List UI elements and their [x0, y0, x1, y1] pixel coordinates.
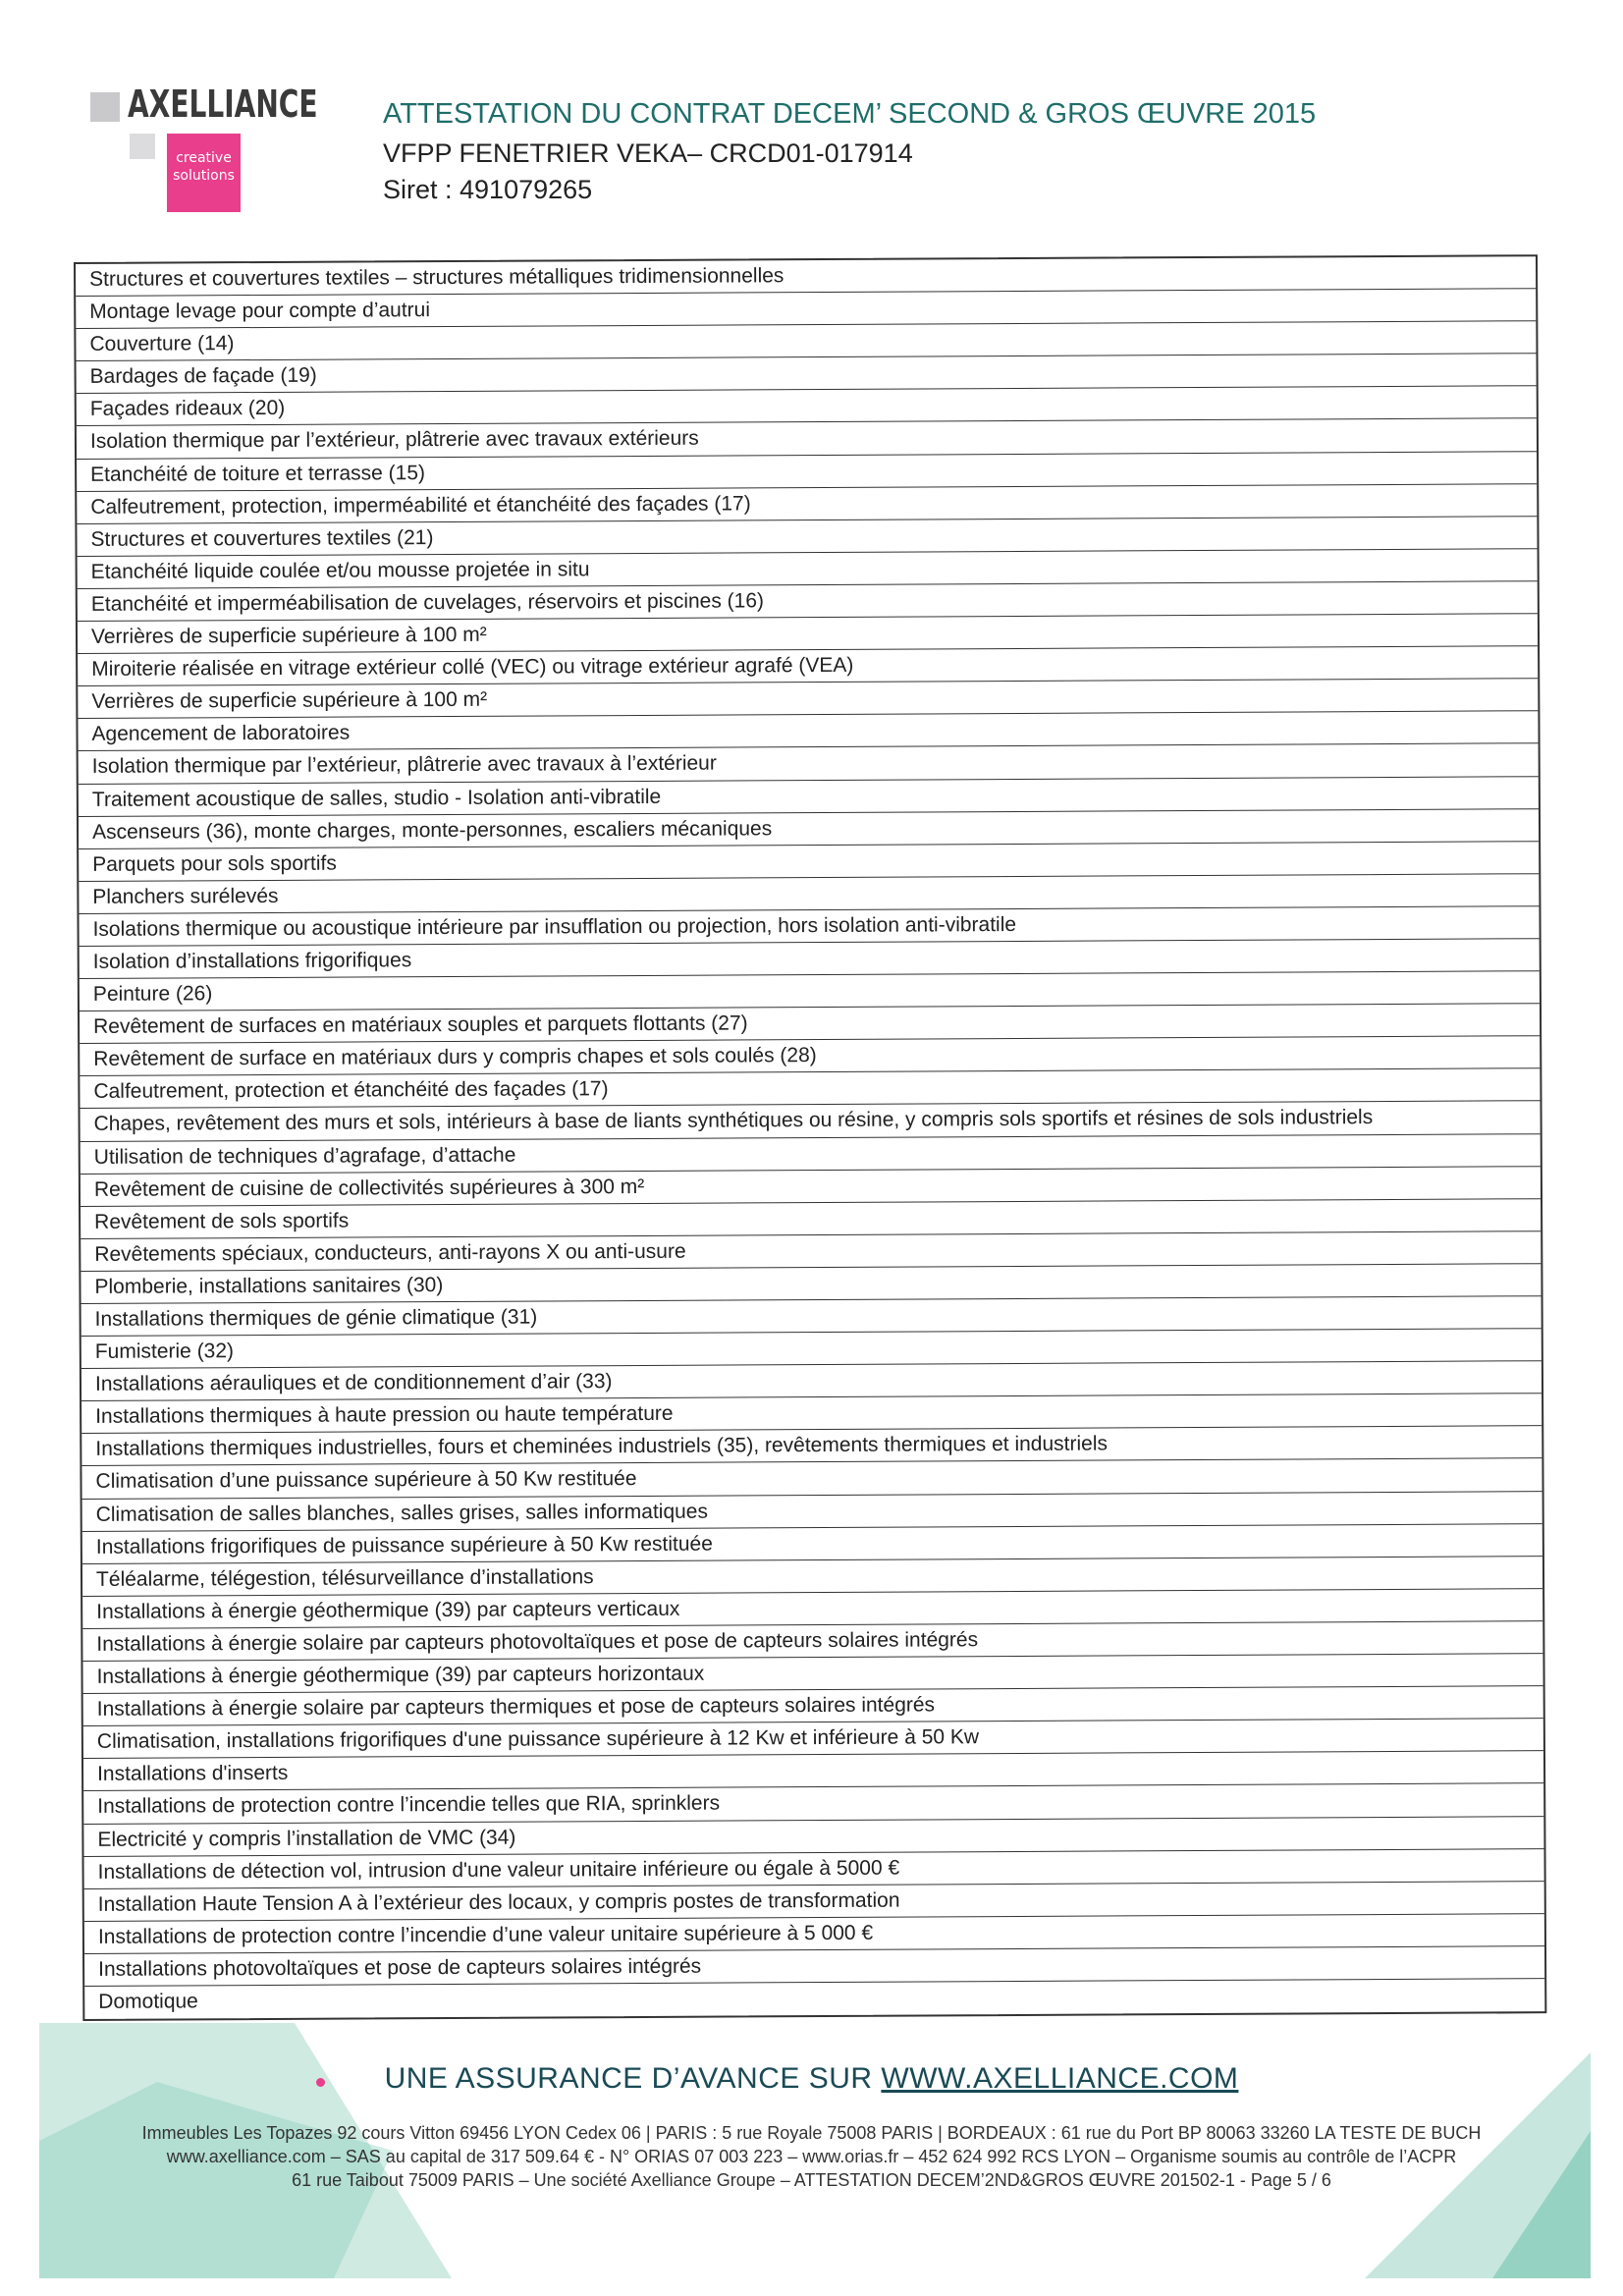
logo-brand: AXELLIANCE — [128, 82, 318, 126]
slogan-text: UNE ASSURANCE D’AVANCE SUR — [384, 2062, 882, 2095]
table-row: Revêtement de cuisine de collectivités supérieures à 300 m² — [81, 1167, 1541, 1207]
table-row: Installations de protection contre l’incendie telles que RIA, sprinklers — [83, 1784, 1543, 1825]
table-row: Etanchéité de toiture et terrasse (15) — [77, 452, 1537, 492]
table-row: Plomberie, installations sanitaires (30) — [81, 1264, 1541, 1304]
table-row: Planchers surélevés — [79, 874, 1539, 914]
table-row: Chapes, revêtement des murs et sols, intérieurs à base de liants synthétiques ou résine, y compris sols sportifs et résines de sols industriels — [81, 1102, 1541, 1142]
table-row: Revêtements spéciaux, conducteurs, anti-rayons X ou anti-usure — [81, 1231, 1541, 1272]
table-row: Installations thermiques industrielles, fours et cheminées industriels (35), revêtements thermiques et industriels — [81, 1427, 1542, 1467]
table-row: Traitement acoustique de salles, studio - Isolation anti-vibratile — [79, 777, 1539, 817]
footer-legal-line: www.axelliance.com – SAS au capital de 317 509.64 € - N° ORIAS 07 003 223 – www.orias.fr – 452 624 992 RCS LYON – Organisme soumis au contrôle de l’ACPR — [166, 2147, 1457, 2166]
table-row: Bardages de façade (19) — [77, 354, 1537, 394]
logo-square-small-icon — [130, 134, 155, 159]
document-title: ATTESTATION DU CONTRAT DECEM’ SECOND & GROS ŒUVRE 2015 — [383, 98, 1317, 130]
footer-slogan — [0, 2062, 1623, 2096]
table-row: Installations frigorifiques de puissance supérieure à 50 Kw restituée — [82, 1524, 1542, 1564]
table-row: Etanchéité liquide coulée et/ou mousse projetée in situ — [78, 549, 1538, 589]
table-row: Installations de protection contre l’incendie d’une valeur unitaire supérieure à 5 000 € — [84, 1914, 1544, 1954]
document-subtitle: VFPP FENETRIER VEKA– CRCD01-017914 — [383, 138, 913, 168]
table-row: Parquets pour sols sportifs — [79, 842, 1539, 882]
table-row: Montage levage pour compte d’autrui — [76, 289, 1536, 329]
table-row: Installations de détection vol, intrusion d'une valeur unitaire inférieure ou égale à 5000 € — [84, 1849, 1544, 1889]
footer-address-line: Immeubles Les Topazes 92 cours Vitton 69456 LYON Cedex 06 | PARIS : 5 rue Royale 75008 PARIS | BORDEAUX : 61 rue du Port BP 80063 33260 LA TESTE DE BUCH — [141, 2123, 1482, 2143]
table-row: Revêtement de surfaces en matériaux souples et parquets flottants (27) — [80, 1004, 1540, 1044]
table-row: Domotique — [98, 1990, 198, 2013]
table-row: Téléalarme, télégestion, télésurveillance d’installations — [82, 1557, 1542, 1597]
table-row: Isolation thermique par l’extérieur, plâtrerie avec travaux extérieurs — [77, 419, 1537, 460]
table-row: Climatisation d’une puissance supérieure à 50 Kw restituée — [81, 1459, 1542, 1500]
table-row: Installations à énergie géothermique (39) par capteurs horizontaux — [82, 1654, 1542, 1694]
table-row: Revêtement de surface en matériaux durs y compris chapes et sols coulés (28) — [80, 1036, 1540, 1076]
logo-square-icon — [90, 92, 120, 122]
table-row: Installations photovoltaïques et pose de capteurs solaires intégrés — [84, 1946, 1544, 1987]
table-row: Electricité y compris l’installation de VMC (34) — [83, 1817, 1543, 1857]
footer-reference-line: 61 rue Taibout 75009 PARIS – Une société Axelliance Groupe – ATTESTATION DECEM’2ND&GROS ŒUVRE 201502-1 - Page 5 / 6 — [292, 2170, 1331, 2190]
table-row: Couverture (14) — [76, 321, 1536, 361]
logo-tagline-box — [167, 134, 241, 212]
logo-tagline-2: solutions — [173, 168, 235, 184]
table-row: Verrières de superficie supérieure à 100 m² — [78, 614, 1538, 654]
table-row: Structures et couvertures textiles – structures métalliques tridimensionnelles — [76, 256, 1536, 297]
table-row: Verrières de superficie supérieure à 100 m² — [78, 679, 1538, 719]
table-row: Calfeutrement, protection et étanchéité des façades (17) — [80, 1069, 1540, 1110]
table-row: Installations thermiques à haute pression ou haute température — [81, 1394, 1542, 1434]
table-row: Utilisation de techniques d’agrafage, d’attache — [81, 1134, 1541, 1175]
table-row: Peinture (26) — [80, 971, 1540, 1011]
table-row: Installations à énergie géothermique (39) par capteurs verticaux — [82, 1589, 1542, 1629]
table-row: Installations à énergie solaire par capteurs photovoltaïques et pose de capteurs solaires intégrés — [82, 1621, 1542, 1662]
table-row: Façades rideaux (20) — [77, 387, 1537, 427]
table-row: Isolation d’installations frigorifiques — [80, 939, 1540, 979]
table-row: Isolations thermique ou acoustique intérieure par insufflation ou projection, hors isolation anti-vibratile — [79, 906, 1539, 947]
table-row: Ascenseurs (36), monte charges, monte-personnes, escaliers mécaniques — [79, 809, 1539, 849]
table-row: Installation Haute Tension A à l’extérieur des locaux, y compris postes de transformation — [84, 1882, 1544, 1922]
logo-tagline-1: creative — [176, 150, 232, 166]
siret-number: Siret : 491079265 — [383, 175, 593, 204]
table-row: Revêtement de sols sportifs — [81, 1199, 1541, 1239]
table-row: Installations thermiques de génie climatique (31) — [81, 1296, 1542, 1337]
table-row: Climatisation, installations frigorifiques d'une puissance supérieure à 12 Kw et inférieure à 50 Kw — [83, 1719, 1543, 1759]
table-row: Isolation thermique par l’extérieur, plâtrerie avec travaux à l’extérieur — [79, 744, 1539, 785]
slogan-url-link[interactable]: WWW.AXELLIANCE.COM — [881, 2062, 1239, 2095]
table-row: Agencement de laboratoires — [78, 712, 1538, 752]
table-row: Installations d'inserts — [83, 1751, 1543, 1791]
table-row: Installations à énergie solaire par capteurs thermiques et pose de capteurs solaires intégrés — [83, 1686, 1543, 1726]
table-row: Etanchéité et imperméabilisation de cuvelages, réservoirs et piscines (16) — [78, 581, 1538, 622]
table-row: Miroiterie réalisée en vitrage extérieur collé (VEC) ou vitrage extérieur agrafé (VEA) — [78, 646, 1538, 686]
table-row: Structures et couvertures textiles (21) — [77, 517, 1537, 557]
document-header — [383, 98, 1316, 211]
table-row: Climatisation de salles blanches, salles grises, salles informatiques — [82, 1492, 1542, 1532]
table-row: Fumisterie (32) — [81, 1329, 1542, 1369]
table-row: Calfeutrement, protection, imperméabilité et étanchéité des façades (17) — [77, 484, 1537, 524]
axelliance-logo — [90, 82, 346, 220]
activities-table — [74, 254, 1546, 2021]
table-row: Installations aérauliques et de conditionnement d’air (33) — [81, 1361, 1542, 1401]
